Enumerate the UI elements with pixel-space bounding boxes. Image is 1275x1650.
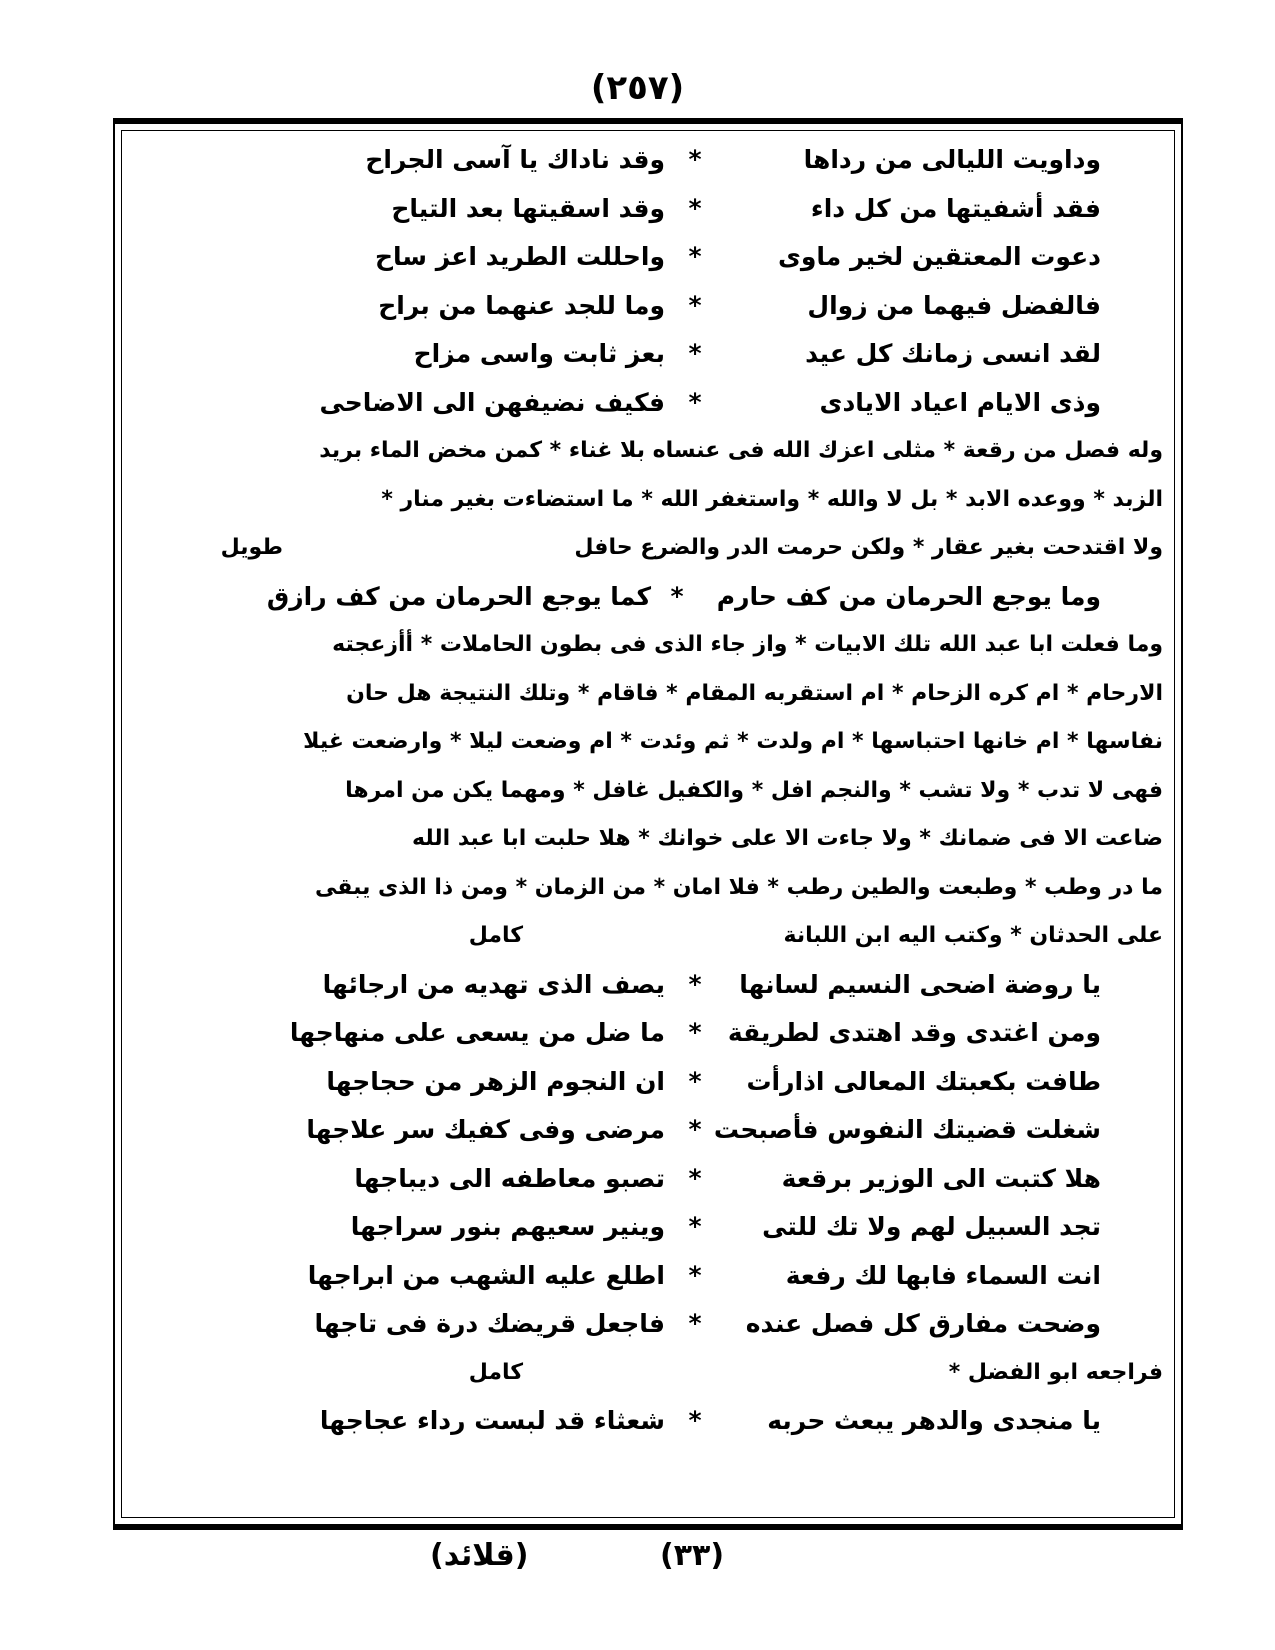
verse-line (133, 136, 1163, 185)
signature-number: (٣٣) (660, 1538, 725, 1573)
prose-line: نفاسها * ام خانها احتباسها * ام ولدت * ثم وئدت * ام وضعت ليلا * وارضعت غيلا (303, 729, 1163, 754)
second-hemistich: فاجعل قريضك درة فى تاجها (314, 1309, 665, 1338)
first-hemistich: انت السماء فابها لك رفعة (785, 1260, 1101, 1290)
verse-separator: * (688, 1260, 702, 1290)
verse-separator: * (688, 193, 702, 223)
page-footer (0, 1538, 1275, 1588)
verse-separator: * (688, 1066, 702, 1096)
second-hemistich: وقد اسقيتها بعد التياح (391, 193, 665, 223)
first-hemistich: يا روضة اضحى النسيم لسانها (739, 969, 1101, 999)
verse-line (133, 330, 1163, 379)
second-hemistich: فكيف نضيفهن الى الاضاحى (319, 387, 665, 417)
verse-separator: * (688, 145, 702, 174)
second-hemistich: واحللت الطريد اعز ساح (375, 242, 665, 271)
line-text: على الحدثان * وكتب اليه ابن اللبانة (783, 923, 1163, 948)
second-hemistich: ان النجوم الزهر من حجاجها (326, 1066, 665, 1096)
verse-separator: * (688, 387, 702, 417)
second-hemistich: كما يوجع الحرمان من كف رازق (266, 581, 651, 611)
first-hemistich: لقد انسى زمانك كل عيد (805, 339, 1101, 368)
verse-line (133, 1203, 1163, 1252)
first-hemistich: فقد أشفيتها من كل داء (810, 193, 1101, 223)
second-hemistich: يصف الذى تهديه من ارجائها (322, 969, 665, 999)
meter-heading-line (133, 524, 1163, 573)
meter-heading-line (133, 1349, 1163, 1398)
first-hemistich: دعوت المعتقين لخير ماوى (777, 242, 1101, 271)
second-hemistich: تصبو معاطفه الى ديباجها (354, 1163, 665, 1193)
verse-separator: * (688, 1212, 702, 1241)
verse-separator: * (688, 1163, 702, 1193)
verse-line (133, 1252, 1163, 1301)
prose-line: الزبد * ووعده الابد * بل لا والله * واستغفر الله * ما استضاءت بغير منار * (381, 486, 1163, 512)
verse-line (133, 1155, 1163, 1204)
second-hemistich: بعز ثابت واسى مزاح (413, 339, 665, 368)
verse-separator: * (688, 969, 702, 999)
second-hemistich: وينير سعيهم بنور سراجها (350, 1212, 665, 1241)
verse-separator: * (688, 290, 702, 320)
second-hemistich: ما ضل من يسعى على منهاجها (289, 1018, 665, 1047)
first-hemistich: فالفضل فيهما من زوال (807, 290, 1101, 320)
meter-name: كامل (468, 1359, 523, 1385)
first-hemistich: وضحت مفارق كل فصل عنده (745, 1309, 1101, 1338)
verse-line (133, 185, 1163, 234)
verse-line (133, 233, 1163, 282)
meter-name: طويل (220, 535, 283, 560)
line-text: فراجعه ابو الفضل * (948, 1359, 1163, 1385)
verse-line (133, 1300, 1163, 1349)
first-hemistich: وذى الايام اعياد الايادى (819, 387, 1101, 417)
second-hemistich: مرضى وفى كفيك سر علاجها (306, 1115, 665, 1144)
prose-line: الارحام * ام كره الزحام * ام استقربه المقام * فاقام * وتلك النتيجة هل حان (346, 680, 1163, 706)
verse-line (133, 1397, 1163, 1446)
verse-separator: * (688, 339, 702, 368)
verse-separator: * (688, 242, 702, 271)
prose-line: فهى لا تدب * ولا تشب * والنجم افل * والكفيل غافل * ومهما يكن من امرها (345, 777, 1163, 803)
first-hemistich: ومن اغتدى وقد اهتدى لطريقة (727, 1018, 1101, 1047)
second-hemistich: شعثاء قد لبست رداء عجاجها (319, 1406, 665, 1435)
verse-line (133, 573, 1163, 622)
meter-name: كامل (468, 923, 523, 948)
verse-separator: * (688, 1309, 702, 1338)
page-frame (113, 118, 1183, 1530)
book-name: (قلائد) (430, 1538, 529, 1573)
line-text: ولا اقتدحت بغير عقار * ولكن حرمت الدر والضرع حافل (574, 535, 1163, 560)
first-hemistich: شغلت قضيتك النفوس فأصبحت (713, 1115, 1101, 1144)
verse-line (133, 379, 1163, 428)
verse-line (133, 961, 1163, 1010)
verse-separator: * (670, 581, 684, 611)
verse-separator: * (688, 1115, 702, 1144)
prose-line: وله فصل من رقعة * مثلى اعزك الله فى عنساه بلا غناء * كمن مخض الماء بريد (319, 438, 1163, 463)
verse-line (133, 1009, 1163, 1058)
prose-line: ضاعت الا فى ضمانك * ولا جاءت الا على خوانك * هلا حلبت ابا عبد الله (412, 826, 1163, 851)
second-hemistich: اطلع عليه الشهب من ابراجها (307, 1260, 665, 1290)
verse-line (133, 1106, 1163, 1155)
prose-line: ما در وطب * وطبعت والطين رطب * فلا امان * من الزمان * ومن ذا الذى يبقى (315, 874, 1163, 900)
second-hemistich: وما للجد عنهما من براح (378, 290, 665, 320)
verse-line (133, 1058, 1163, 1107)
meter-heading-line (133, 912, 1163, 961)
first-hemistich: تجد السبيل لهم ولا تك للتى (762, 1212, 1101, 1241)
prose-line: وما فعلت ابا عبد الله تلك الابيات * واز جاء الذى فى بطون الحاملات * أأزعجته (332, 632, 1163, 657)
first-hemistich: يا منجدى والدهر يبعث حربه (767, 1406, 1101, 1435)
verse-line (133, 282, 1163, 331)
text-body (133, 136, 1163, 1512)
first-hemistich: طافت بكعبتك المعالى اذارأت (746, 1066, 1101, 1096)
page-number: (٢٥٧) (590, 68, 685, 108)
verse-separator: * (688, 1018, 702, 1047)
first-hemistich: وما يوجع الحرمان من كف حارم (716, 581, 1101, 611)
first-hemistich: هلا كتبت الى الوزير برقعة (781, 1163, 1101, 1193)
verse-separator: * (688, 1406, 702, 1435)
first-hemistich: وداويت الليالى من رداها (803, 145, 1101, 174)
second-hemistich: وقد ناداك يا آسى الجراح (365, 145, 665, 174)
